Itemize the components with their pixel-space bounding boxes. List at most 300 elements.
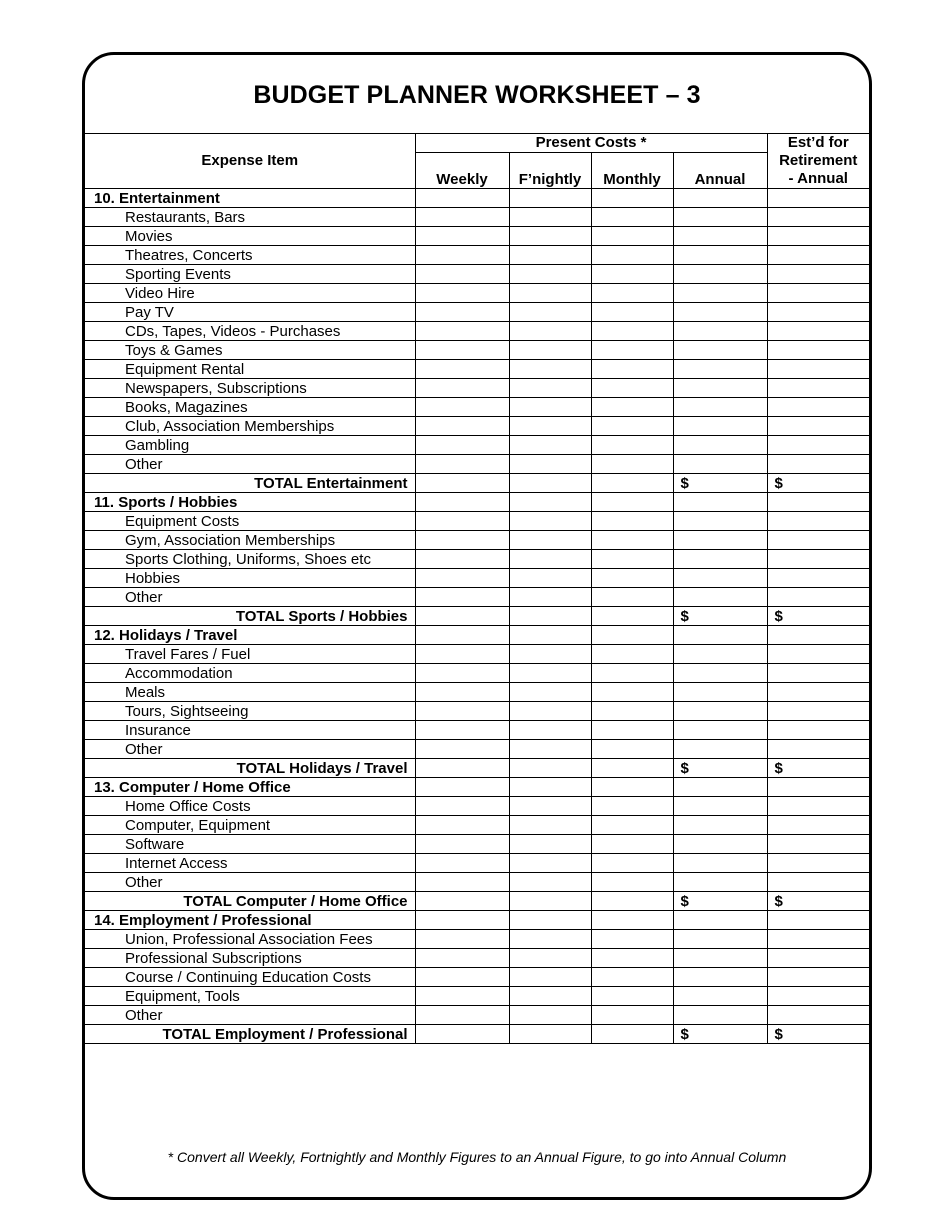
retirement-annual-cell[interactable] [767, 341, 869, 360]
expense-item-label: Other [85, 588, 415, 607]
expense-item-label: Insurance [85, 721, 415, 740]
annual-cell[interactable] [673, 417, 767, 436]
retirement-annual-cell[interactable] [767, 569, 869, 588]
worksheet-frame [82, 52, 872, 1200]
section-title-row [85, 778, 869, 797]
retirement-annual-cell[interactable] [767, 816, 869, 835]
retirement-annual-cell[interactable] [767, 968, 869, 987]
annual-cell[interactable] [673, 702, 767, 721]
monthly-cell[interactable] [591, 816, 673, 835]
annual-total-cell[interactable]: $ [673, 892, 767, 911]
expense-item-label: Video Hire [85, 284, 415, 303]
fortnightly-cell[interactable] [509, 854, 591, 873]
retirement-annual-cell[interactable] [767, 949, 869, 968]
weekly-cell[interactable] [415, 588, 509, 607]
retirement-annual-cell[interactable] [767, 911, 869, 930]
monthly-cell[interactable] [591, 303, 673, 322]
expense-row [85, 303, 869, 322]
monthly-cell[interactable] [591, 759, 673, 778]
retirement-annual-cell[interactable] [767, 284, 869, 303]
monthly-cell[interactable] [591, 341, 673, 360]
monthly-cell[interactable] [591, 1025, 673, 1044]
fortnightly-cell[interactable] [509, 930, 591, 949]
weekly-cell[interactable] [415, 911, 509, 930]
expense-row [85, 436, 869, 455]
weekly-cell[interactable] [415, 531, 509, 550]
weekly-cell[interactable] [415, 664, 509, 683]
weekly-cell[interactable] [415, 379, 509, 398]
weekly-cell[interactable] [415, 759, 509, 778]
monthly-cell[interactable] [591, 246, 673, 265]
total-row [85, 1025, 869, 1044]
annual-total-cell[interactable]: $ [673, 1025, 767, 1044]
weekly-cell[interactable] [415, 835, 509, 854]
fortnightly-cell[interactable] [509, 816, 591, 835]
monthly-cell[interactable] [591, 398, 673, 417]
monthly-cell[interactable] [591, 911, 673, 930]
retirement-annual-header [767, 134, 869, 189]
monthly-cell[interactable] [591, 569, 673, 588]
weekly-cell[interactable] [415, 740, 509, 759]
retirement-annual-cell[interactable] [767, 455, 869, 474]
fortnightly-cell[interactable] [509, 493, 591, 512]
fortnightly-cell[interactable] [509, 246, 591, 265]
weekly-cell[interactable] [415, 626, 509, 645]
weekly-cell[interactable] [415, 816, 509, 835]
annual-cell[interactable] [673, 550, 767, 569]
expense-row [85, 531, 869, 550]
monthly-cell[interactable] [591, 379, 673, 398]
annual-cell[interactable] [673, 740, 767, 759]
weekly-cell[interactable] [415, 702, 509, 721]
annual-cell[interactable] [673, 303, 767, 322]
footnote: * Convert all Weekly, Fortnightly and Monthly Figures to an Annual Figure, to go into Annual Column [167, 1149, 787, 1165]
retirement-annual-cell[interactable] [767, 645, 869, 664]
weekly-cell[interactable] [415, 1025, 509, 1044]
section-title: 12. Holidays / Travel [85, 626, 415, 645]
retirement-annual-cell[interactable] [767, 987, 869, 1006]
fortnightly-cell[interactable] [509, 189, 591, 208]
expense-row [85, 360, 869, 379]
monthly-header: Monthly [591, 153, 673, 189]
monthly-cell[interactable] [591, 607, 673, 626]
fortnightly-cell[interactable] [509, 873, 591, 892]
weekly-cell[interactable] [415, 493, 509, 512]
weekly-cell[interactable] [415, 227, 509, 246]
weekly-cell[interactable] [415, 930, 509, 949]
fortnightly-cell[interactable] [509, 284, 591, 303]
fortnightly-cell[interactable] [509, 740, 591, 759]
annual-cell[interactable] [673, 816, 767, 835]
expense-item-label: Union, Professional Association Fees [85, 930, 415, 949]
retirement-annual-cell[interactable] [767, 436, 869, 455]
annual-cell[interactable] [673, 379, 767, 398]
expense-row [85, 664, 869, 683]
weekly-cell[interactable] [415, 721, 509, 740]
fortnightly-cell[interactable] [509, 265, 591, 284]
weekly-cell[interactable] [415, 569, 509, 588]
page-title: BUDGET PLANNER WORKSHEET – 3 [253, 81, 701, 109]
expense-row [85, 968, 869, 987]
expense-item-label: Other [85, 1006, 415, 1025]
expense-row [85, 683, 869, 702]
section-title: 11. Sports / Hobbies [85, 493, 415, 512]
expense-item-label: Travel Fares / Fuel [85, 645, 415, 664]
annual-cell[interactable] [673, 683, 767, 702]
weekly-cell[interactable] [415, 873, 509, 892]
expense-item-label: Toys & Games [85, 341, 415, 360]
weekly-cell[interactable] [415, 189, 509, 208]
expense-row [85, 835, 869, 854]
annual-cell[interactable] [673, 189, 767, 208]
monthly-cell[interactable] [591, 436, 673, 455]
monthly-cell[interactable] [591, 227, 673, 246]
weekly-cell[interactable] [415, 265, 509, 284]
monthly-cell[interactable] [591, 284, 673, 303]
weekly-cell[interactable] [415, 398, 509, 417]
retirement-annual-cell[interactable] [767, 550, 869, 569]
monthly-cell[interactable] [591, 360, 673, 379]
expense-item-label: Internet Access [85, 854, 415, 873]
expense-item-label: Sports Clothing, Uniforms, Shoes etc [85, 550, 415, 569]
expense-item-label: Tours, Sightseeing [85, 702, 415, 721]
expense-row [85, 797, 869, 816]
expense-item-label: Other [85, 740, 415, 759]
expense-row [85, 702, 869, 721]
monthly-cell[interactable] [591, 702, 673, 721]
present-costs-header: Present Costs * [415, 134, 767, 153]
monthly-cell[interactable] [591, 987, 673, 1006]
expense-row [85, 265, 869, 284]
weekly-cell[interactable] [415, 436, 509, 455]
monthly-cell[interactable] [591, 208, 673, 227]
annual-total-cell[interactable]: $ [673, 474, 767, 493]
fortnightly-cell[interactable] [509, 911, 591, 930]
weekly-cell[interactable] [415, 284, 509, 303]
annual-cell[interactable] [673, 664, 767, 683]
expense-row [85, 740, 869, 759]
weekly-cell[interactable] [415, 455, 509, 474]
annual-cell[interactable] [673, 360, 767, 379]
fortnightly-cell[interactable] [509, 512, 591, 531]
weekly-cell[interactable] [415, 322, 509, 341]
fortnightly-cell[interactable] [509, 626, 591, 645]
annual-cell[interactable] [673, 911, 767, 930]
fortnightly-cell[interactable] [509, 1006, 591, 1025]
expense-item-label: Other [85, 455, 415, 474]
monthly-cell[interactable] [591, 835, 673, 854]
retirement-annual-cell[interactable] [767, 265, 869, 284]
expense-row [85, 987, 869, 1006]
fortnightly-cell[interactable] [509, 588, 591, 607]
expense-item-label: Movies [85, 227, 415, 246]
annual-cell[interactable] [673, 854, 767, 873]
expense-item-label: Equipment Costs [85, 512, 415, 531]
retirement-annual-cell[interactable] [767, 417, 869, 436]
retirement-annual-cell[interactable] [767, 322, 869, 341]
retirement-total-cell[interactable]: $ [767, 1025, 869, 1044]
annual-cell[interactable] [673, 1006, 767, 1025]
monthly-cell[interactable] [591, 892, 673, 911]
retirement-annual-cell[interactable] [767, 360, 869, 379]
monthly-cell[interactable] [591, 797, 673, 816]
expense-row [85, 1006, 869, 1025]
annual-cell[interactable] [673, 626, 767, 645]
expense-row [85, 512, 869, 531]
expense-row [85, 208, 869, 227]
fortnightly-cell[interactable] [509, 607, 591, 626]
fortnightly-cell[interactable] [509, 398, 591, 417]
expense-row [85, 569, 869, 588]
expense-item-label: Home Office Costs [85, 797, 415, 816]
annual-cell[interactable] [673, 797, 767, 816]
annual-total-cell[interactable]: $ [673, 759, 767, 778]
monthly-cell[interactable] [591, 588, 673, 607]
annual-cell[interactable] [673, 968, 767, 987]
fortnightly-cell[interactable] [509, 417, 591, 436]
fortnightly-cell[interactable] [509, 721, 591, 740]
fortnightly-cell[interactable] [509, 702, 591, 721]
retirement-annual-cell[interactable] [767, 398, 869, 417]
annual-cell[interactable] [673, 987, 767, 1006]
fortnightly-cell[interactable] [509, 664, 591, 683]
fortnightly-cell[interactable] [509, 987, 591, 1006]
weekly-cell[interactable] [415, 303, 509, 322]
retirement-annual-cell[interactable] [767, 835, 869, 854]
expense-row [85, 341, 869, 360]
fortnightly-cell[interactable] [509, 949, 591, 968]
fortnightly-cell[interactable] [509, 227, 591, 246]
expense-item-label: Gambling [85, 436, 415, 455]
monthly-cell[interactable] [591, 455, 673, 474]
monthly-cell[interactable] [591, 683, 673, 702]
weekly-cell[interactable] [415, 607, 509, 626]
fortnightly-cell[interactable] [509, 303, 591, 322]
total-label: TOTAL Holidays / Travel [85, 759, 415, 778]
retirement-annual-cell[interactable] [767, 1006, 869, 1025]
monthly-cell[interactable] [591, 417, 673, 436]
retirement-annual-cell[interactable] [767, 873, 869, 892]
fortnightly-cell[interactable] [509, 968, 591, 987]
annual-cell[interactable] [673, 246, 767, 265]
monthly-cell[interactable] [591, 949, 673, 968]
annual-cell[interactable] [673, 930, 767, 949]
annual-cell[interactable] [673, 588, 767, 607]
retirement-annual-cell[interactable] [767, 930, 869, 949]
weekly-cell[interactable] [415, 854, 509, 873]
retirement-annual-cell[interactable] [767, 778, 869, 797]
annual-cell[interactable] [673, 569, 767, 588]
weekly-cell[interactable] [415, 550, 509, 569]
monthly-cell[interactable] [591, 721, 673, 740]
monthly-cell[interactable] [591, 968, 673, 987]
expense-row [85, 227, 869, 246]
retirement-annual-cell[interactable] [767, 512, 869, 531]
annual-cell[interactable] [673, 227, 767, 246]
expense-row [85, 930, 869, 949]
annual-cell[interactable] [673, 284, 767, 303]
annual-cell[interactable] [673, 778, 767, 797]
weekly-cell[interactable] [415, 968, 509, 987]
retirement-total-cell[interactable]: $ [767, 607, 869, 626]
weekly-cell[interactable] [415, 341, 509, 360]
expense-item-label: Course / Continuing Education Costs [85, 968, 415, 987]
monthly-cell[interactable] [591, 664, 673, 683]
expense-item-label: Other [85, 873, 415, 892]
expense-item-label: Equipment, Tools [85, 987, 415, 1006]
section-title: 13. Computer / Home Office [85, 778, 415, 797]
monthly-cell[interactable] [591, 626, 673, 645]
fortnightly-cell[interactable] [509, 531, 591, 550]
monthly-cell[interactable] [591, 873, 673, 892]
total-row [85, 474, 869, 493]
retirement-annual-cell[interactable] [767, 664, 869, 683]
weekly-cell[interactable] [415, 1006, 509, 1025]
retirement-annual-cell[interactable] [767, 493, 869, 512]
annual-cell[interactable] [673, 512, 767, 531]
retirement-annual-cell[interactable] [767, 303, 869, 322]
monthly-cell[interactable] [591, 645, 673, 664]
total-row [85, 892, 869, 911]
expense-item-label: Pay TV [85, 303, 415, 322]
annual-cell[interactable] [673, 322, 767, 341]
monthly-cell[interactable] [591, 512, 673, 531]
retirement-total-cell[interactable]: $ [767, 892, 869, 911]
monthly-cell[interactable] [591, 474, 673, 493]
annual-total-cell[interactable]: $ [673, 607, 767, 626]
annual-cell[interactable] [673, 873, 767, 892]
expense-row [85, 398, 869, 417]
weekly-cell[interactable] [415, 987, 509, 1006]
fortnightly-cell[interactable] [509, 379, 591, 398]
fortnightly-cell[interactable] [509, 759, 591, 778]
weekly-cell[interactable] [415, 417, 509, 436]
weekly-cell[interactable] [415, 208, 509, 227]
retirement-annual-cell[interactable] [767, 246, 869, 265]
monthly-cell[interactable] [591, 189, 673, 208]
retirement-annual-cell[interactable] [767, 379, 869, 398]
retirement-annual-cell[interactable] [767, 740, 869, 759]
monthly-cell[interactable] [591, 550, 673, 569]
fortnightly-cell[interactable] [509, 1025, 591, 1044]
expense-item-label: Meals [85, 683, 415, 702]
monthly-cell[interactable] [591, 322, 673, 341]
expense-item-label: Professional Subscriptions [85, 949, 415, 968]
retirement-annual-cell[interactable] [767, 721, 869, 740]
weekly-cell[interactable] [415, 360, 509, 379]
weekly-cell[interactable] [415, 474, 509, 493]
retirement-annual-cell[interactable] [767, 227, 869, 246]
retirement-annual-cell[interactable] [767, 702, 869, 721]
annual-cell[interactable] [673, 493, 767, 512]
retirement-annual-cell[interactable] [767, 683, 869, 702]
expense-item-label: Accommodation [85, 664, 415, 683]
expense-item-label: Computer, Equipment [85, 816, 415, 835]
annual-cell[interactable] [673, 436, 767, 455]
fortnightly-cell[interactable] [509, 778, 591, 797]
fortnightly-cell[interactable] [509, 341, 591, 360]
retirement-annual-cell[interactable] [767, 588, 869, 607]
retirement-total-cell[interactable]: $ [767, 474, 869, 493]
retirement-annual-cell[interactable] [767, 626, 869, 645]
expense-item-label: CDs, Tapes, Videos - Purchases [85, 322, 415, 341]
weekly-header: Weekly [415, 153, 509, 189]
fortnightly-cell[interactable] [509, 550, 591, 569]
weekly-cell[interactable] [415, 512, 509, 531]
header-row-1 [85, 134, 869, 153]
weekly-cell[interactable] [415, 797, 509, 816]
total-label: TOTAL Employment / Professional [85, 1025, 415, 1044]
weekly-cell[interactable] [415, 892, 509, 911]
fortnightly-cell[interactable] [509, 645, 591, 664]
expense-row [85, 645, 869, 664]
fortnightly-cell[interactable] [509, 892, 591, 911]
monthly-cell[interactable] [591, 265, 673, 284]
monthly-cell[interactable] [591, 740, 673, 759]
expense-row [85, 949, 869, 968]
fortnightly-cell[interactable] [509, 360, 591, 379]
section-title-row [85, 493, 869, 512]
annual-cell[interactable] [673, 835, 767, 854]
annual-cell[interactable] [673, 208, 767, 227]
fortnightly-cell[interactable] [509, 455, 591, 474]
retirement-annual-cell[interactable] [767, 797, 869, 816]
annual-cell[interactable] [673, 949, 767, 968]
fortnightly-cell[interactable] [509, 797, 591, 816]
weekly-cell[interactable] [415, 683, 509, 702]
expense-row [85, 284, 869, 303]
expense-row [85, 873, 869, 892]
weekly-cell[interactable] [415, 645, 509, 664]
annual-cell[interactable] [673, 455, 767, 474]
expense-row [85, 417, 869, 436]
fortnightly-cell[interactable] [509, 683, 591, 702]
fortnightly-cell[interactable] [509, 436, 591, 455]
monthly-cell[interactable] [591, 493, 673, 512]
fortnightly-cell[interactable] [509, 474, 591, 493]
monthly-cell[interactable] [591, 930, 673, 949]
section-title: 10. Entertainment [85, 189, 415, 208]
retirement-annual-cell[interactable] [767, 531, 869, 550]
annual-cell[interactable] [673, 531, 767, 550]
retirement-annual-cell[interactable] [767, 854, 869, 873]
monthly-cell[interactable] [591, 778, 673, 797]
monthly-cell[interactable] [591, 1006, 673, 1025]
retirement-annual-cell[interactable] [767, 189, 869, 208]
monthly-cell[interactable] [591, 531, 673, 550]
retirement-total-cell[interactable]: $ [767, 759, 869, 778]
expense-item-label: Software [85, 835, 415, 854]
weekly-cell[interactable] [415, 246, 509, 265]
annual-cell[interactable] [673, 721, 767, 740]
annual-cell[interactable] [673, 265, 767, 284]
fortnightly-cell[interactable] [509, 569, 591, 588]
annual-cell[interactable] [673, 341, 767, 360]
expense-row [85, 379, 869, 398]
weekly-cell[interactable] [415, 778, 509, 797]
fortnightly-cell[interactable] [509, 208, 591, 227]
total-row [85, 759, 869, 778]
retirement-annual-cell[interactable] [767, 208, 869, 227]
expense-row [85, 322, 869, 341]
fortnightly-cell[interactable] [509, 322, 591, 341]
annual-cell[interactable] [673, 645, 767, 664]
annual-cell[interactable] [673, 398, 767, 417]
weekly-cell[interactable] [415, 949, 509, 968]
monthly-cell[interactable] [591, 854, 673, 873]
expense-item-label: Club, Association Memberships [85, 417, 415, 436]
fortnightly-cell[interactable] [509, 835, 591, 854]
